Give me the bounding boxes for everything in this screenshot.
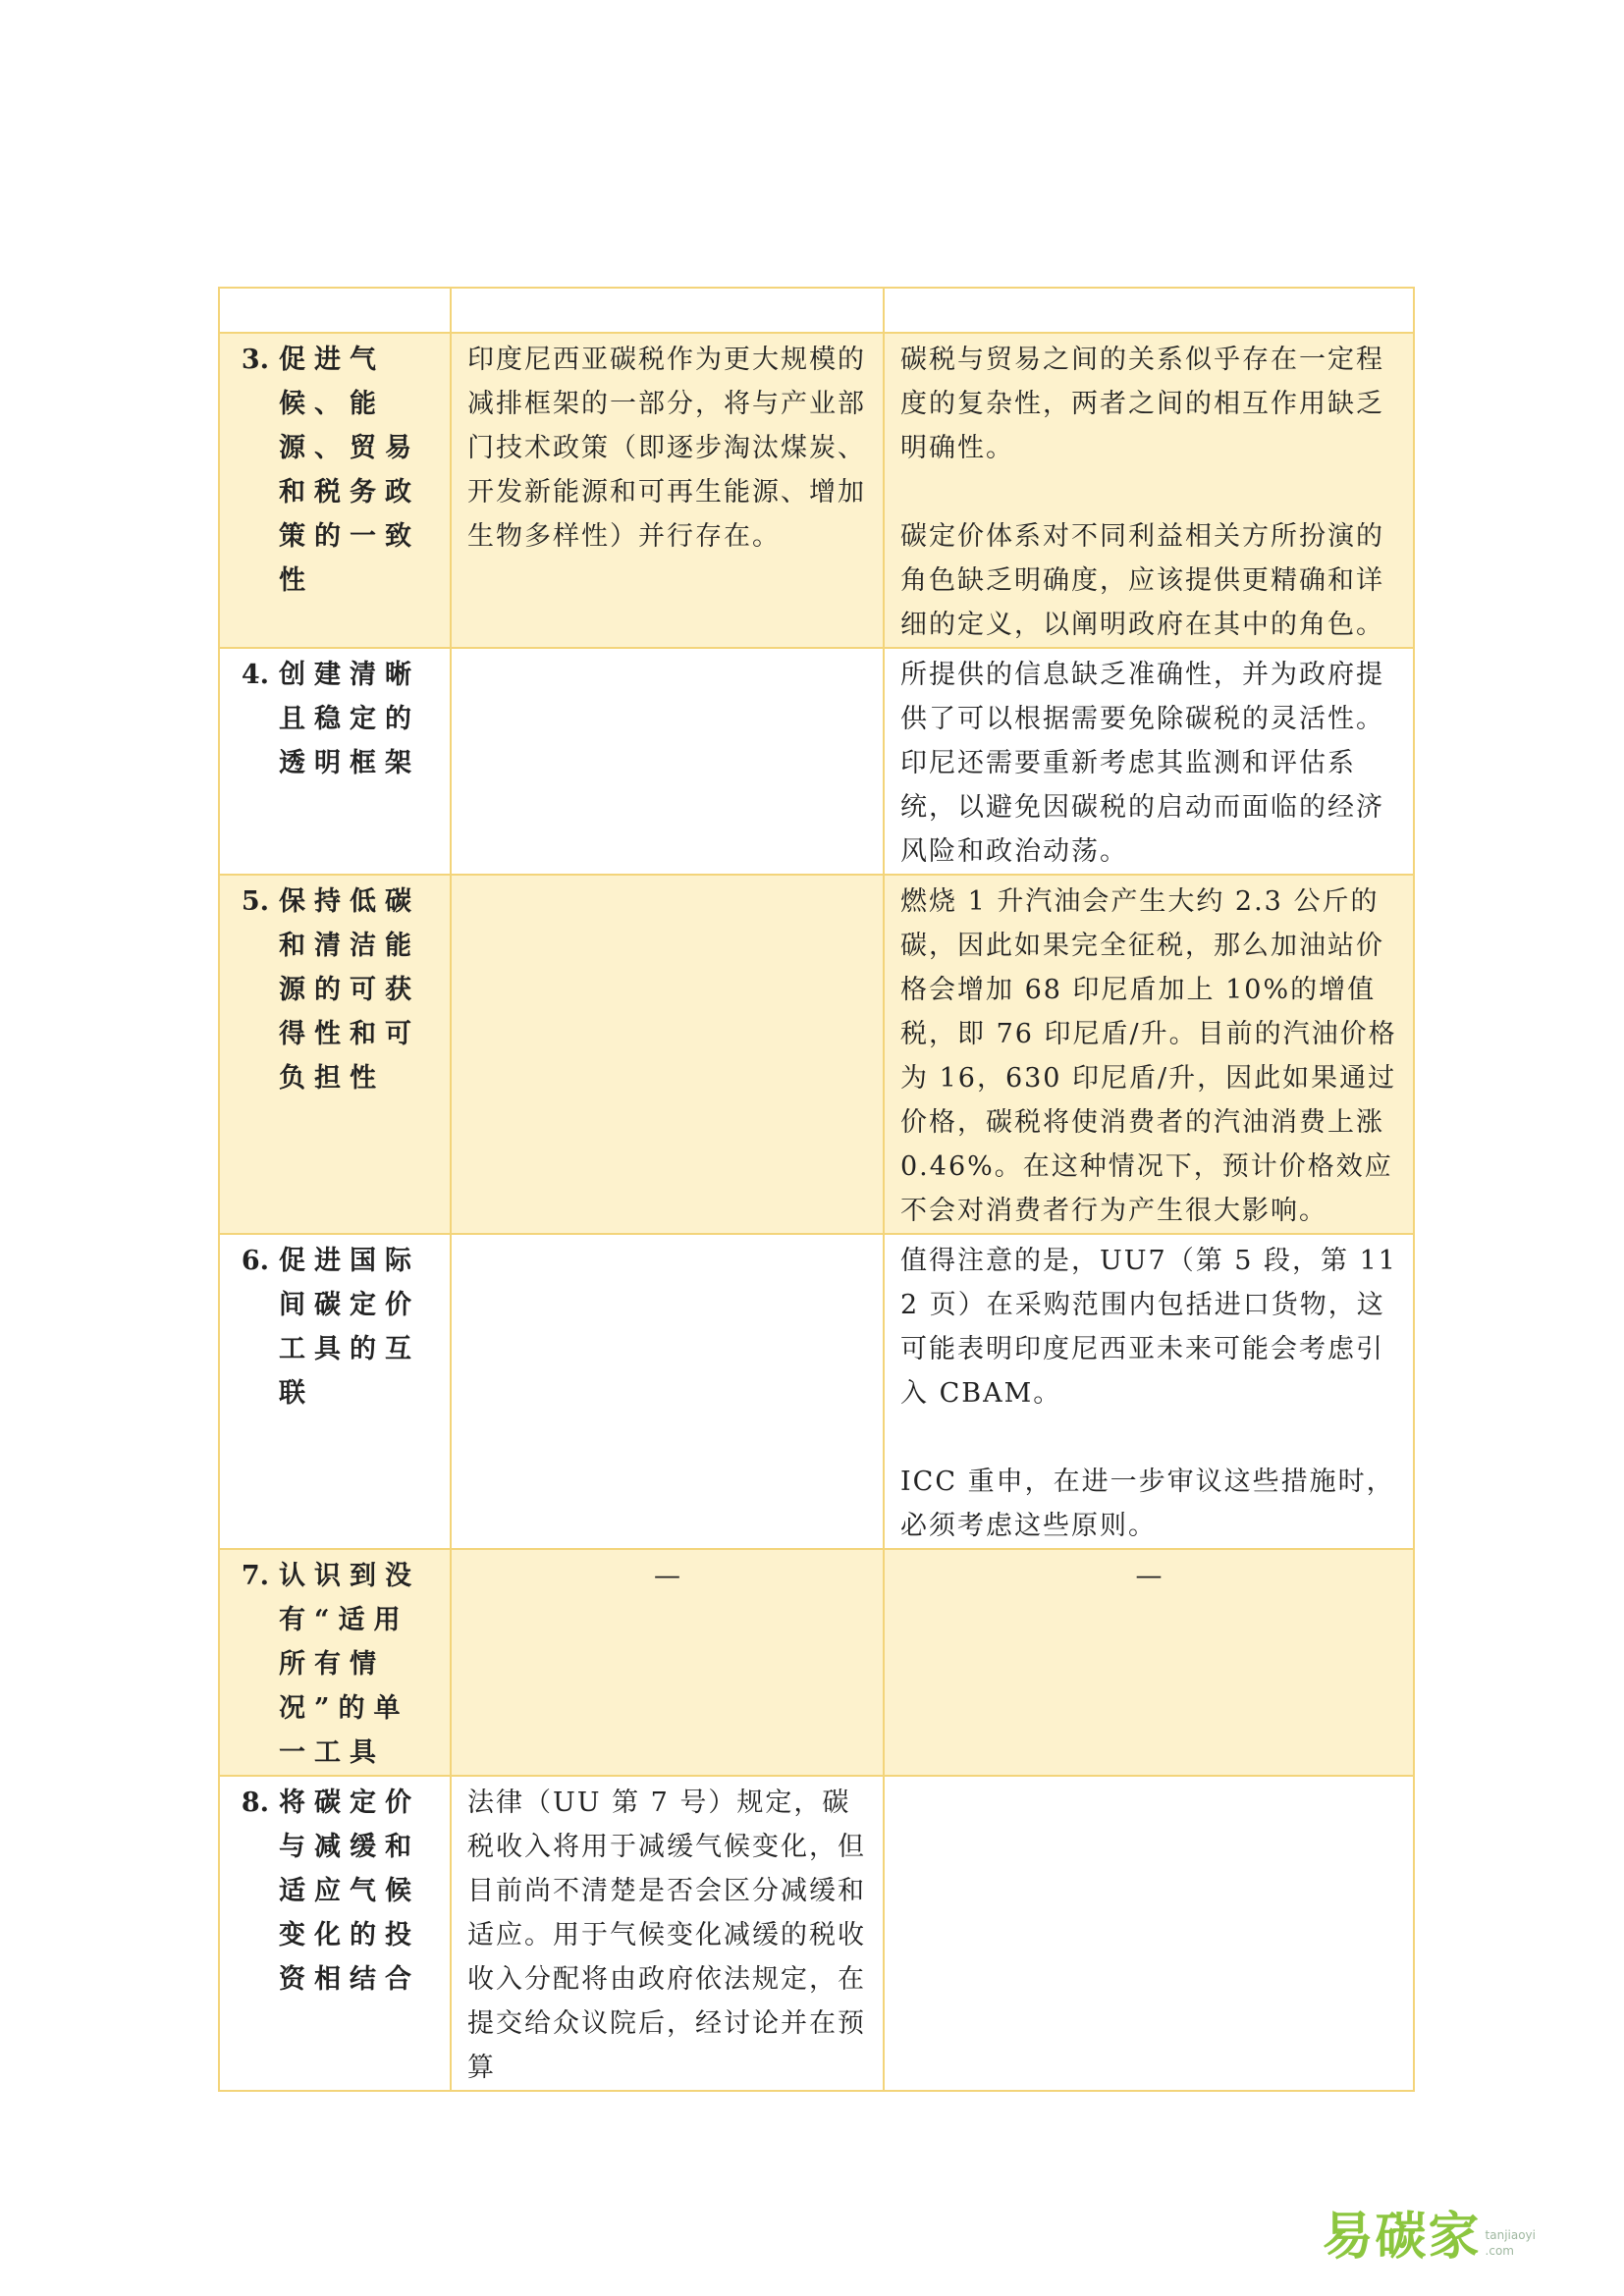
policy-cell bbox=[451, 1776, 884, 2091]
criterion-cell bbox=[219, 875, 451, 1234]
policy-cell bbox=[451, 875, 884, 1234]
assessment-cell bbox=[884, 1776, 1414, 2091]
evaluation-table bbox=[218, 287, 1415, 2092]
assessment-cell bbox=[884, 648, 1414, 875]
table-row-empty bbox=[219, 288, 1414, 333]
policy-text bbox=[452, 876, 883, 880]
criterion-label: 创建清晰且稳定的透明框架 bbox=[279, 660, 420, 778]
site-watermark bbox=[1323, 2195, 1536, 2269]
policy-text: 印度尼西亚碳税作为更大规模的减排框架的一部分，将与产业部门技术政策（即逐步淘汰煤炭、开发新能源和可再生能源、增加生物多样性）并行存在。 bbox=[467, 345, 866, 552]
criterion-label: 促进国际间碳定价工具的互联 bbox=[279, 1246, 420, 1409]
assessment-text bbox=[885, 1777, 1413, 1781]
table-row-8 bbox=[219, 1776, 1414, 2091]
criterion-cell bbox=[219, 1234, 451, 1549]
criterion-number: 6. bbox=[241, 1246, 269, 1276]
watermark-domain-line1: tanjiaoyi bbox=[1485, 2228, 1536, 2242]
dash-placeholder: — bbox=[654, 1561, 680, 1591]
policy-text bbox=[452, 649, 883, 653]
criterion-label: 认识到没有“适用所有情况”的单一工具 bbox=[279, 1561, 420, 1768]
policy-text: 法律（UU 第 7 号）规定，碳税收入将用于减缓气候变化，但目前尚不清楚是否会区分减缓和适应。用于气候变化减缓的税收收入分配将由政府依法规定，在提交给众议院后，经讨论并在预算 bbox=[467, 1788, 866, 2083]
policy-cell bbox=[451, 1234, 884, 1549]
criterion-label: 将碳定价与减缓和适应气候变化的投资相结合 bbox=[279, 1788, 420, 1995]
policy-cell bbox=[451, 333, 884, 648]
watermark-logo-text: 易碳家 bbox=[1322, 2208, 1482, 2267]
assessment-cell bbox=[884, 1549, 1414, 1776]
assessment-text: 值得注意的是，UU7（第 5 段，第 112 页）在采购范围内包括进口货物，这可能表明印度尼西亚未来可能会考虑引入 CBAM。 ICC 重申，在进一步审议这些措施时，必须考虑这些原则。 bbox=[900, 1246, 1397, 1541]
criterion-cell bbox=[219, 333, 451, 648]
criterion-number: 4. bbox=[241, 660, 269, 690]
assessment-text: 燃烧 1 升汽油会产生大约 2.3 公斤的碳，因此如果完全征税，那么加油站价格会增加 68 印尼盾加上 10%的增值税，即 76 印尼盾/升。目前的汽油价格为 16，630 印尼盾/升，因此如果通过价格，碳税将使消费者的汽油消费上涨 0.46%。在这种情况下，预计价格效应不会对消费者行为产生很大影响。 bbox=[900, 886, 1397, 1226]
criterion-number: 7. bbox=[241, 1561, 269, 1591]
table-cell bbox=[451, 288, 884, 333]
watermark-domain-line2: .com bbox=[1485, 2244, 1514, 2258]
table-row-7 bbox=[219, 1549, 1414, 1776]
assessment-text: 所提供的信息缺乏准确性，并为政府提供了可以根据需要免除碳税的灵活性。印尼还需要重新考虑其监测和评估系统，以避免因碳税的启动而面临的经济风险和政治动荡。 bbox=[900, 660, 1384, 867]
table-cell bbox=[884, 288, 1414, 333]
criterion-number: 3. bbox=[241, 345, 269, 375]
assessment-cell bbox=[884, 1234, 1414, 1549]
criterion-number: 5. bbox=[241, 886, 269, 917]
policy-cell bbox=[451, 1549, 884, 1776]
criterion-cell bbox=[219, 648, 451, 875]
criterion-cell bbox=[219, 1549, 451, 1776]
table-cell bbox=[219, 288, 451, 333]
criterion-label: 促进气候、能源、贸易和税务政策的一致性 bbox=[279, 345, 420, 596]
dash-placeholder: — bbox=[1135, 1561, 1163, 1591]
table-row-3 bbox=[219, 333, 1414, 648]
criterion-number: 8. bbox=[241, 1788, 269, 1818]
assessment-cell bbox=[884, 875, 1414, 1234]
watermark-domain bbox=[1486, 2227, 1536, 2269]
table-row-5 bbox=[219, 875, 1414, 1234]
criterion-label: 保持低碳和清洁能源的可获得性和可负担性 bbox=[279, 886, 420, 1094]
policy-cell bbox=[451, 648, 884, 875]
assessment-text: 碳税与贸易之间的关系似乎存在一定程度的复杂性，两者之间的相互作用缺乏明确性。 碳定价体系对不同利益相关方所扮演的角色缺乏明确度，应该提供更精确和详细的定义，以阐明政府在其中的角色。 bbox=[900, 345, 1384, 640]
criterion-cell bbox=[219, 1776, 451, 2091]
table-row-4 bbox=[219, 648, 1414, 875]
table-row-6 bbox=[219, 1234, 1414, 1549]
assessment-cell bbox=[884, 333, 1414, 648]
policy-text bbox=[452, 1235, 883, 1239]
